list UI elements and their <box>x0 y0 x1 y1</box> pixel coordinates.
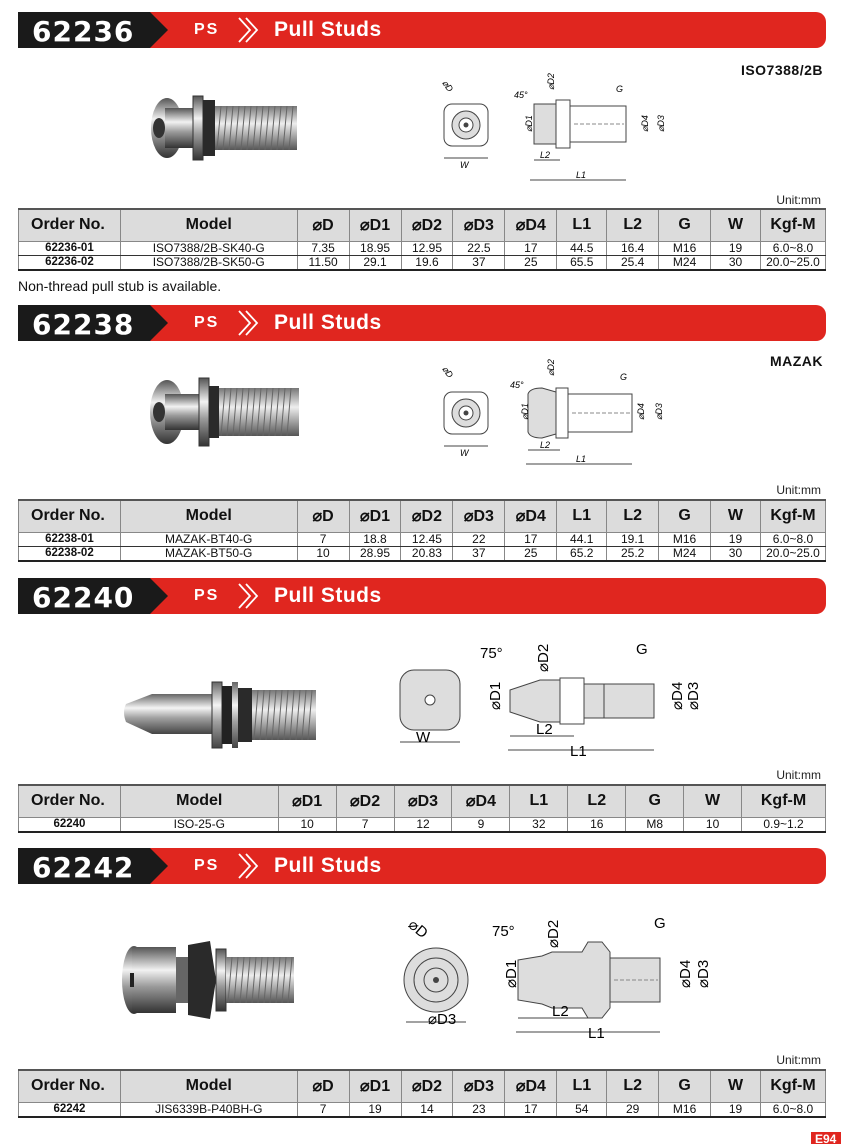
header-d1: ⌀D1 <box>349 1070 401 1102</box>
product-code: 62242 <box>32 851 135 884</box>
dim-G: G <box>636 641 648 658</box>
cell-d4: 25 <box>505 546 557 561</box>
header-model: Model <box>120 500 297 532</box>
cell-d: 11.50 <box>297 255 349 270</box>
product-name: Pull Studs <box>274 311 382 334</box>
cell-l2: 16.4 <box>607 241 659 255</box>
dim-angle: 45° <box>514 90 528 100</box>
product-code: 62238 <box>32 308 135 341</box>
header-l1: L1 <box>557 209 607 241</box>
unit-label: Unit:mm <box>776 1053 821 1067</box>
header-d3: ⌀D3 <box>453 1070 505 1102</box>
dim-D4: ⌀D4 <box>640 115 650 132</box>
dim-D: ⌀D <box>440 364 456 380</box>
dim-D1: ⌀D1 <box>487 681 504 710</box>
dim-D3: ⌀D3 <box>654 403 664 420</box>
cell-l2: 25.2 <box>607 546 659 561</box>
header-d3: ⌀D3 <box>453 500 505 532</box>
header-l2: L2 <box>568 785 626 817</box>
cell-w: 19 <box>711 241 761 255</box>
dim-W: W <box>460 160 469 170</box>
cell-d2: 20.83 <box>401 546 453 561</box>
dim-L2: L2 <box>536 721 553 738</box>
dim-D2: ⌀D2 <box>545 919 562 948</box>
header-d1: ⌀D1 <box>278 785 336 817</box>
dim-L1: L1 <box>570 743 587 760</box>
dim-G: G <box>654 915 666 932</box>
pull-stud-photo <box>120 935 300 1025</box>
header-l1: L1 <box>557 500 607 532</box>
cell-g: M8 <box>626 817 684 832</box>
cell-d1: 28.95 <box>349 546 401 561</box>
cell-l1: 44.5 <box>557 241 607 255</box>
header-d4: ⌀D4 <box>452 785 510 817</box>
cell-d4: 9 <box>452 817 510 832</box>
dim-G: G <box>616 84 624 94</box>
cell-order-no: 62242 <box>19 1102 121 1117</box>
header-d2: ⌀D2 <box>401 1070 453 1102</box>
product-name: Pull Studs <box>274 584 382 607</box>
dim-D1: ⌀D1 <box>520 403 530 420</box>
cell-l2: 25.4 <box>607 255 659 270</box>
dim-D2: ⌀D2 <box>546 73 556 90</box>
header-w: W <box>711 209 761 241</box>
cell-d2: 12.95 <box>401 241 453 255</box>
product-tag: PS <box>194 587 220 604</box>
dim-angle: 75° <box>492 923 515 940</box>
cell-g: M16 <box>659 532 711 546</box>
cell-model: JIS6339B-P40BH-G <box>120 1102 297 1117</box>
header-order-no: Order No. <box>19 209 121 241</box>
product-name: Pull Studs <box>274 854 382 877</box>
header-l1: L1 <box>557 1070 607 1102</box>
header-model: Model <box>120 1070 297 1102</box>
dim-D1: ⌀D1 <box>524 115 534 132</box>
cell-g: M16 <box>659 1102 711 1117</box>
dim-W: W <box>416 729 431 746</box>
dim-L2: L2 <box>540 150 551 160</box>
cell-kgf: 0.9~1.2 <box>742 817 826 832</box>
cell-d3: 22 <box>453 532 505 546</box>
dim-G: G <box>620 372 628 382</box>
header-l2: L2 <box>607 1070 659 1102</box>
product-name: Pull Studs <box>274 18 382 41</box>
product-tag: PS <box>194 314 220 331</box>
cell-model: ISO7388/2B-SK40-G <box>120 241 297 255</box>
header-model: Model <box>120 209 297 241</box>
dim-angle: 75° <box>480 645 503 662</box>
cell-kgf: 6.0~8.0 <box>760 241 825 255</box>
product-code: 62240 <box>32 581 135 614</box>
cell-g: M24 <box>659 255 711 270</box>
header-g: G <box>659 1070 711 1102</box>
header-d2: ⌀D2 <box>336 785 394 817</box>
cell-order-no: 62238-02 <box>19 546 121 561</box>
header-d3: ⌀D3 <box>394 785 452 817</box>
cell-d2: 19.6 <box>401 255 453 270</box>
cell-w: 10 <box>684 817 742 832</box>
header-d4: ⌀D4 <box>505 500 557 532</box>
header-d1: ⌀D1 <box>349 500 401 532</box>
cell-l2: 19.1 <box>607 532 659 546</box>
header-d: ⌀D <box>297 1070 349 1102</box>
dim-D3: ⌀D3 <box>695 959 712 988</box>
cell-d4: 17 <box>505 532 557 546</box>
standard-label: ISO7388/2B <box>740 62 823 78</box>
header-w: W <box>711 1070 761 1102</box>
header-d4: ⌀D4 <box>505 209 557 241</box>
cell-d1: 18.95 <box>349 241 401 255</box>
cell-kgf: 6.0~8.0 <box>760 532 825 546</box>
header-kgf: Kgf-M <box>760 209 825 241</box>
product-tag: PS <box>194 857 220 874</box>
chevron-right-icon <box>236 852 260 880</box>
header-d4: ⌀D4 <box>505 1070 557 1102</box>
cell-d1: 10 <box>278 817 336 832</box>
cell-d2: 12.45 <box>401 532 453 546</box>
cell-d: 7 <box>297 1102 349 1117</box>
cell-order-no: 62236-01 <box>19 241 121 255</box>
dim-D2: ⌀D2 <box>546 359 556 376</box>
header-d: ⌀D <box>297 209 349 241</box>
cell-w: 19 <box>711 1102 761 1117</box>
dim-D4: ⌀D4 <box>677 959 694 988</box>
cell-d1: 19 <box>349 1102 401 1117</box>
dim-D3: ⌀D3 <box>685 681 702 710</box>
header-model: Model <box>120 785 278 817</box>
cell-d1: 18.8 <box>349 532 401 546</box>
cell-g: M24 <box>659 546 711 561</box>
dim-W: W <box>460 448 469 458</box>
cell-d: 7 <box>297 532 349 546</box>
cell-model: MAZAK-BT40-G <box>120 532 297 546</box>
spec-table <box>18 1069 826 1118</box>
header-l2: L2 <box>607 500 659 532</box>
dim-L1: L1 <box>576 454 587 464</box>
cell-d3: 23 <box>453 1102 505 1117</box>
product-tag: PS <box>194 21 220 38</box>
header-order-no: Order No. <box>19 1070 121 1102</box>
table-row <box>19 1102 826 1117</box>
section-banner <box>18 848 826 884</box>
dim-D2: ⌀D2 <box>535 643 552 672</box>
header-d2: ⌀D2 <box>401 209 453 241</box>
dim-D4: ⌀D4 <box>669 681 686 710</box>
product-code: 62236 <box>32 15 135 48</box>
cell-l1: 44.1 <box>557 532 607 546</box>
dim-D4: ⌀D4 <box>636 403 646 420</box>
header-g: G <box>659 209 711 241</box>
header-w: W <box>711 500 761 532</box>
unit-label: Unit:mm <box>776 768 821 782</box>
header-w: W <box>684 785 742 817</box>
header-order-no: Order No. <box>19 500 121 532</box>
cell-kgf: 20.0~25.0 <box>760 546 825 561</box>
dim-D: ⌀D <box>404 916 431 942</box>
cell-l2: 16 <box>568 817 626 832</box>
technical-drawing <box>392 912 722 1042</box>
availability-note: Non-thread pull stub is available. <box>18 278 222 294</box>
header-order-no: Order No. <box>19 785 121 817</box>
standard-label: MAZAK <box>769 353 823 369</box>
cell-order-no: 62240 <box>19 817 121 832</box>
cell-w: 30 <box>711 546 761 561</box>
page-number: E94 <box>811 1132 841 1144</box>
header-kgf: Kgf-M <box>760 1070 825 1102</box>
cell-kgf: 6.0~8.0 <box>760 1102 825 1117</box>
dim-angle: 45° <box>510 380 524 390</box>
dim-W: ⌀D3 <box>428 1011 457 1028</box>
cell-order-no: 62238-01 <box>19 532 121 546</box>
unit-label: Unit:mm <box>776 483 821 497</box>
cell-w: 19 <box>711 532 761 546</box>
cell-d2: 7 <box>336 817 394 832</box>
dim-D1: ⌀D1 <box>503 959 520 988</box>
dim-L1: L1 <box>588 1025 605 1042</box>
cell-g: M16 <box>659 241 711 255</box>
cell-d3: 12 <box>394 817 452 832</box>
cell-d: 7.35 <box>297 241 349 255</box>
header-l2: L2 <box>607 209 659 241</box>
cell-d1: 29.1 <box>349 255 401 270</box>
cell-l1: 65.5 <box>557 255 607 270</box>
header-d: ⌀D <box>297 500 349 532</box>
cell-model: MAZAK-BT50-G <box>120 546 297 561</box>
cell-d: 10 <box>297 546 349 561</box>
cell-d3: 37 <box>453 255 505 270</box>
header-d3: ⌀D3 <box>453 209 505 241</box>
cell-l1: 32 <box>510 817 568 832</box>
cell-kgf: 20.0~25.0 <box>760 255 825 270</box>
dim-L1: L1 <box>576 170 587 180</box>
dim-L2: L2 <box>540 440 551 450</box>
header-g: G <box>626 785 684 817</box>
cell-d3: 37 <box>453 546 505 561</box>
cell-l1: 54 <box>557 1102 607 1117</box>
cell-model: ISO-25-G <box>120 817 278 832</box>
cell-d4: 25 <box>505 255 557 270</box>
cell-d2: 14 <box>401 1102 453 1117</box>
dim-L2: L2 <box>552 1003 569 1020</box>
cell-order-no: 62236-02 <box>19 255 121 270</box>
cell-model: ISO7388/2B-SK50-G <box>120 255 297 270</box>
header-kgf: Kgf-M <box>742 785 826 817</box>
dim-D3: ⌀D3 <box>656 115 666 132</box>
cell-d4: 17 <box>505 1102 557 1117</box>
cell-l1: 65.2 <box>557 546 607 561</box>
header-d1: ⌀D1 <box>349 209 401 241</box>
cell-l2: 29 <box>607 1102 659 1117</box>
cell-d3: 22.5 <box>453 241 505 255</box>
header-d2: ⌀D2 <box>401 500 453 532</box>
header-l1: L1 <box>510 785 568 817</box>
cell-w: 30 <box>711 255 761 270</box>
dim-D: ⌀D <box>440 78 456 94</box>
cell-d4: 17 <box>505 241 557 255</box>
header-g: G <box>659 500 711 532</box>
unit-label: Unit:mm <box>776 193 821 207</box>
header-kgf: Kgf-M <box>760 500 825 532</box>
